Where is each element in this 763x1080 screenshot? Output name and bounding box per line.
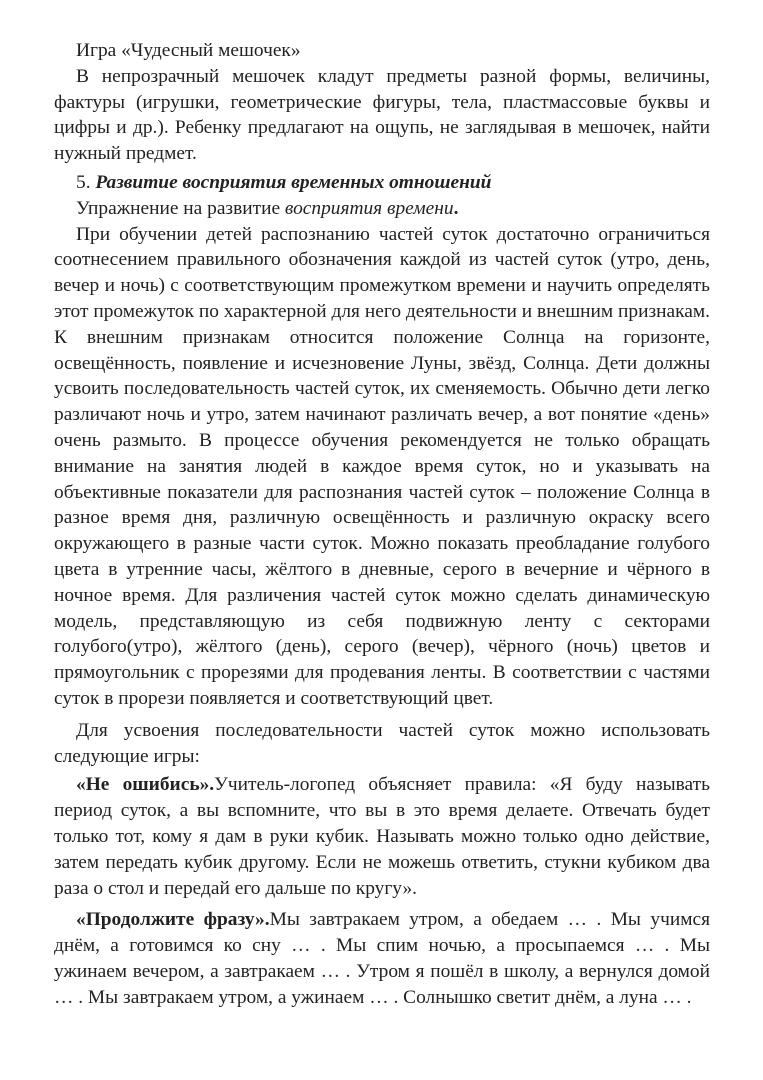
section-number: 5. (76, 171, 91, 193)
game-title: Игра «Чудесный мешочек» (76, 40, 301, 61)
game-prodolzhite-text: Мы завтракаем утром, а обедаем … . Мы учимся днём, а готовимся ко сну … . Мы спим ночью, а просыпаемся … . Мы ужинаем вечером, а завтракаем … . Утром я пошёл в школу, а вернулся домой … . Мы завтракаем утром, а ужинаем … . Солнышко светит днём, а луна … . (54, 909, 710, 1008)
games-intro: Для усвоения последовательности частей суток можно использовать следующие игры: (54, 719, 710, 767)
game-description: В непрозрачный мешочек кладут предметы разной формы, величины, фактуры (игрушки, геометрические фигуры, тела, пластмассовые буквы и цифры и др.). Ребенку предлагают на ощупь, не заглядывая в мешочек, найти нужный предмет. (54, 65, 710, 165)
section-heading (54, 170, 710, 196)
exercise-heading (54, 196, 710, 222)
game-prodolzhite (54, 907, 710, 1010)
main-paragraph: При обучении детей распознанию частей суток достаточно ограничиться соотнесением правильного обозначения каждой из частей суток (утро, день, вечер и ночь) с соответствующим промежутком времени и научить определять этот промежуток по характерной для него деятельности и внешним признакам. К внешним признакам относится положение Солнца на горизонте, освещённость, появление и исчезновение Луны, звёзд, Солнца. Дети должны усвоить последовательность частей суток, их сменяемость. Обычно дети легко различают ночь и утро, затем начинают различать вечер, а вот понятие «день» очень размыто. В процессе обучения рекомендуется не только обращать внимание на занятия людей в каждое время суток, но и указывать на объективные показатели для распознания частей суток – положение Солнца в разное время дня, различную освещённость и различную окраску всего окружающего в разные части суток. Можно показать преобладание голубого цвета в утренние часы, жёлтого в дневные, серого в вечерние и чёрного в ночное время. Для различения частей суток можно сделать динамическую модель, представляющую из себя подвижную ленту с секторами голубого(утро), жёлтого (день), серого (вечер), чёрного (ночь) цветов и прямоугольник с прорезями для продевания ленты. В соответствии с частями суток в прорези появляется и соответствующий цвет. (54, 223, 710, 709)
document-page (54, 38, 710, 1013)
game-ne-oshibis (54, 772, 710, 901)
exercise-prefix: Упражнение на развитие (76, 197, 285, 219)
section-title: Развитие восприятия временных отношений (95, 171, 492, 193)
exercise-italic: восприятия времени (284, 197, 454, 219)
game-ne-oshibis-title: «Не ошибись». (76, 774, 215, 796)
game-ne-oshibis-text: Учитель-логопед объясняет правила: «Я буду называть период суток, а вы вспомните, что вы в это время делаете. Отвечать будет только тот, кому я дам в руки кубик. Называть можно только одно действие, затем передать кубик другому. Если не можешь ответить, стукни кубиком два раза о стол и передай его дальше по кругу». (54, 774, 710, 899)
game-prodolzhite-title: «Продолжите фразу». (76, 909, 270, 931)
exercise-suffix: . (453, 197, 459, 219)
